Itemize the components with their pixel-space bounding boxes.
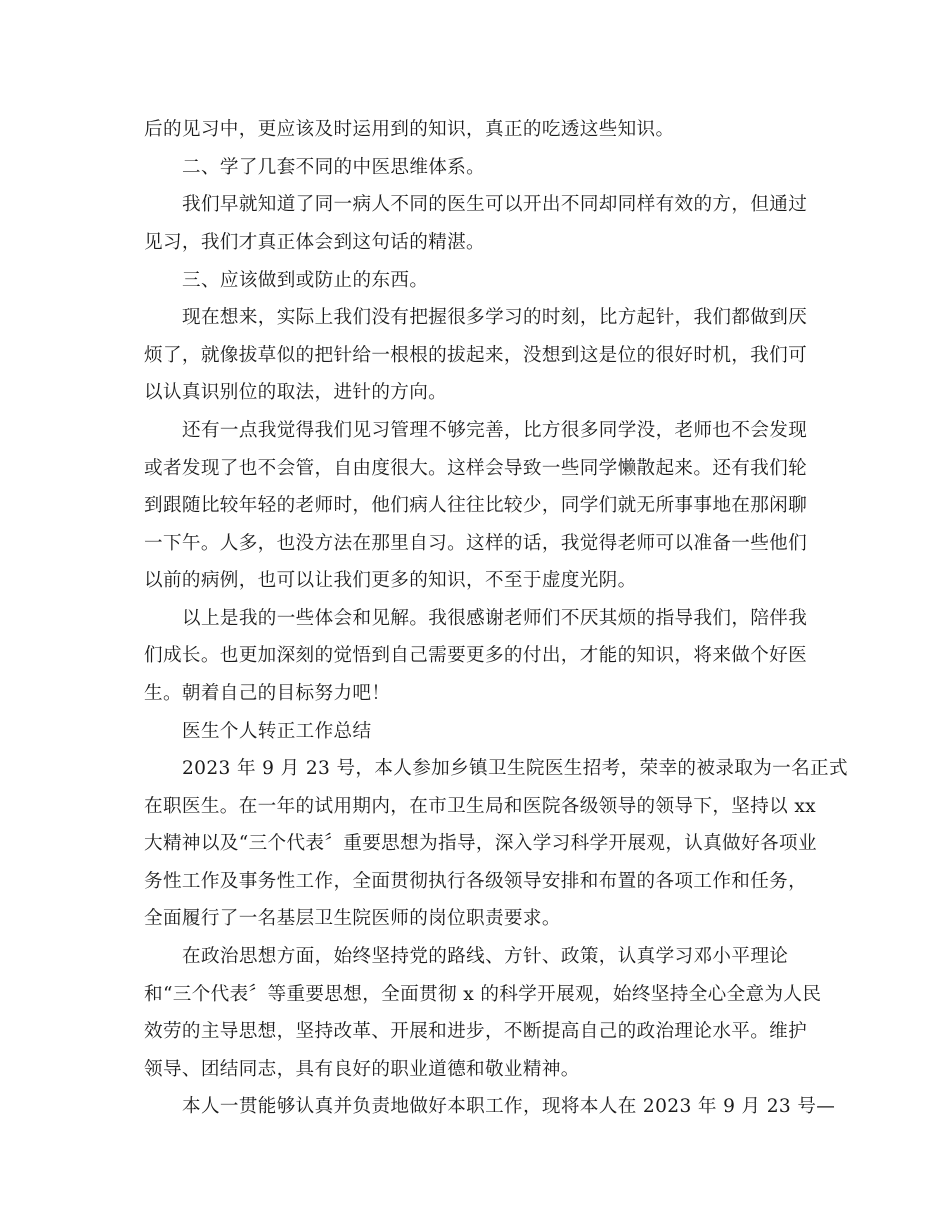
text-line: 效劳的主导思想，坚持改革、开展和进步，不断提高自己的政治理论水平。维护 — [144, 1021, 808, 1042]
text-line: 以前的病例，也可以让我们更多的知识，不至于虚度光阴。 — [144, 570, 637, 591]
text-line: 一下午。人多，也没方法在那里自习。这样的话，我觉得老师可以准备一些他们 — [144, 533, 808, 554]
text-line: 领导、团结同志，具有良好的职业道德和敬业精神。 — [144, 1059, 580, 1080]
text-line: 见习，我们才真正体会到这句话的精湛。 — [144, 232, 485, 253]
text-line: 后的见习中，更应该及时运用到的知识，真正的吃透这些知识。 — [144, 119, 675, 140]
text-line: 三、应该做到或防止的东西。 — [182, 270, 429, 291]
text-line: 们成长。也更加深刻的觉悟到自己需要更多的付出，才能的知识，将来做个好医 — [144, 645, 808, 666]
text-line: 现在想来，实际上我们没有把握很多学习的时刻，比方起针，我们都做到厌 — [182, 307, 808, 328]
text-line: 烦了，就像拔草似的把针给一根根的拔起来，没想到这是位的很好时机，我们可 — [144, 345, 808, 366]
text-line: 还有一点我觉得我们见习管理不够完善，比方很多同学没，老师也不会发现 — [182, 420, 808, 441]
text-line: 二、学了几套不同的中医思维体系。 — [182, 157, 486, 178]
text-line: 在职医生。在一年的试用期内，在市卫生局和医院各级领导的领导下，坚持以 xx — [144, 796, 817, 817]
text-line: 在政治思想方面，始终坚持党的路线、方针、政策，认真学习邓小平理论 — [182, 946, 789, 967]
text-line: 我们早就知道了同一病人不同的医生可以开出不同却同样有效的方，但通过 — [182, 194, 808, 215]
section-title: 医生个人转正工作总结 — [182, 721, 372, 742]
text-line: 务性工作及事务性工作，全面贯彻执行各级领导安排和布置的各项工作和任务， — [144, 871, 808, 892]
text-line: 2023 年 9 月 23 号，本人参加乡镇卫生院医生招考，荣幸的被录取为一名正式 — [182, 758, 848, 779]
text-line: 全面履行了一名基层卫生院医师的岗位职责要求。 — [144, 908, 561, 929]
text-line: 生。朝着自己的目标努力吧！ — [144, 683, 391, 704]
text-line: 以认真识别位的取法，进针的方向。 — [144, 382, 448, 403]
text-line: 大精神以及“三个代表〞重要思想为指导，深入学习科学开展观，认真做好各项业 — [144, 833, 817, 854]
text-line: 到跟随比较年轻的老师时，他们病人往往比较少，同学们就无所事事地在那闲聊 — [144, 495, 808, 516]
text-line: 或者发现了也不会管，自由度很大。这样会导致一些同学懒散起来。还有我们轮 — [144, 458, 808, 479]
text-line: 和“三个代表〞等重要思想，全面贯彻 x 的科学开展观，始终坚持全心全意为人民 — [144, 984, 822, 1005]
text-line: 本人一贯能够认真并负责地做好本职工作，现将本人在 2023 年 9 月 23 号— — [182, 1096, 836, 1117]
text-line: 以上是我的一些体会和见解。我很感谢老师们不厌其烦的指导我们，陪伴我 — [182, 608, 808, 629]
